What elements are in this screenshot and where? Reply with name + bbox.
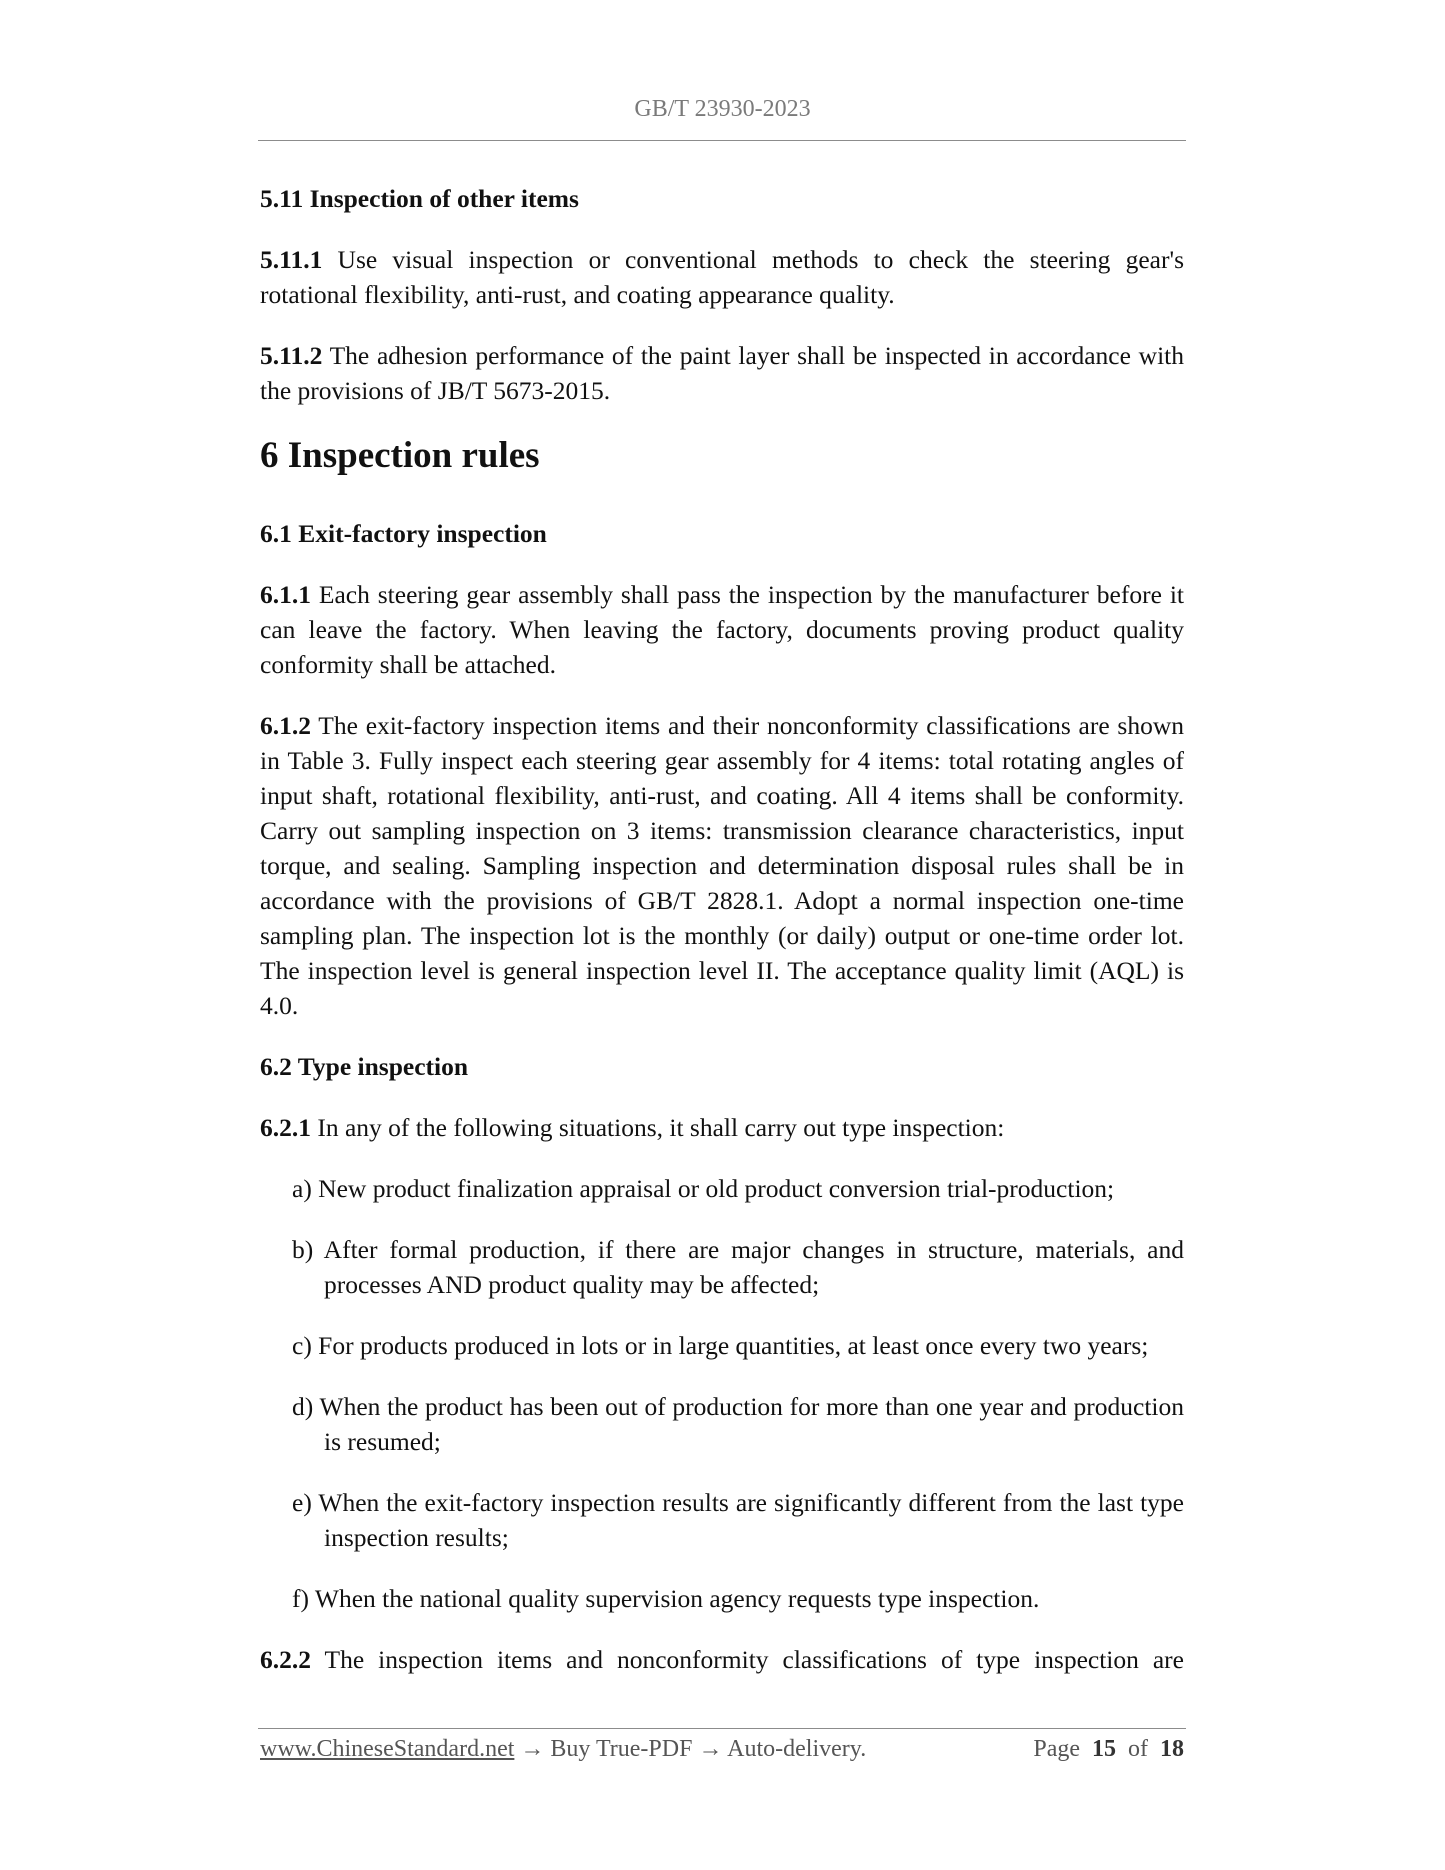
auto-delivery-text: Auto-delivery. bbox=[722, 1736, 867, 1762]
clause-number: 6.1.2 bbox=[260, 711, 311, 740]
section-6-2-heading: 6.2 Type inspection bbox=[260, 1052, 469, 1081]
page-footer bbox=[260, 1732, 1184, 1766]
clause-text: The adhesion performance of the paint layer shall be inspected in accordance with the provisions of JB/T 5673-2015. bbox=[260, 341, 1184, 405]
arrow-right-icon: → bbox=[520, 1736, 545, 1762]
clause-6-1-1 bbox=[260, 577, 1184, 682]
clause-6-2-1 bbox=[260, 1110, 1184, 1145]
total-pages: 18 bbox=[1160, 1736, 1184, 1762]
site-link[interactable]: www.ChineseStandard.net bbox=[260, 1736, 515, 1762]
arrow-right-icon: → bbox=[698, 1736, 723, 1762]
clause-text: Use visual inspection or conventional methods to check the steering gear's rotational flexibility, anti-rust, and coating appearance quality. bbox=[260, 245, 1184, 309]
page-body bbox=[260, 181, 1184, 1703]
list-item: b) After formal production, if there are major changes in structure, materials, and processes AND product quality may be affected; bbox=[292, 1235, 1184, 1299]
page-of-label: of bbox=[1128, 1736, 1148, 1762]
clause-text: The exit-factory inspection items and their nonconformity classifications are shown in Table 3. Fully inspect each steering gear assembly for 4 items: total rotating angles of input shaft, rotational flexibility, anti-rust, and coating. All 4 items shall be conformity. Carry out sampling inspection on 3 items: transmission clearance characteristics, input torque, and sealing. Sampling inspection and determination disposal rules shall be in accordance with the provisions of GB/T 2828.1. Adopt a normal inspection one-time sampling plan. The inspection lot is the monthly (or daily) output or one-time order lot. The inspection level is general inspection level II. The acceptance quality limit (AQL) is 4.0. bbox=[260, 711, 1184, 1020]
clause-text: The inspection items and nonconformity classifications of type inspection are bbox=[311, 1645, 1184, 1674]
footer-divider bbox=[258, 1728, 1186, 1729]
clause-6-2-2 bbox=[260, 1642, 1184, 1677]
clause-5-11-1 bbox=[260, 242, 1184, 312]
clause-6-1-2 bbox=[260, 708, 1184, 1023]
list-item: d) When the product has been out of production for more than one year and production is resumed; bbox=[292, 1392, 1184, 1456]
footer-promo bbox=[260, 1732, 866, 1766]
clause-number: 6.1.1 bbox=[260, 580, 311, 609]
list-item: f) When the national quality supervision agency requests type inspection. bbox=[292, 1584, 1040, 1613]
list-item: e) When the exit-factory inspection results are significantly different from the last type inspection results; bbox=[292, 1488, 1184, 1552]
buy-text: Buy True-PDF bbox=[544, 1736, 699, 1762]
clause-text: In any of the following situations, it shall carry out type inspection: bbox=[311, 1113, 1005, 1142]
section-5-11-heading: 5.11 Inspection of other items bbox=[260, 184, 579, 213]
clause-number: 6.2.2 bbox=[260, 1645, 311, 1674]
page-label: Page bbox=[1033, 1736, 1080, 1762]
current-page: 15 bbox=[1092, 1736, 1116, 1762]
clause-number: 6.2.1 bbox=[260, 1113, 311, 1142]
clause-5-11-2 bbox=[260, 338, 1184, 408]
chapter-6-heading: 6 Inspection rules bbox=[260, 435, 540, 476]
header-divider bbox=[258, 140, 1186, 141]
list-item: a) New product finalization appraisal or old product conversion trial-production; bbox=[292, 1174, 1115, 1203]
page-indicator bbox=[1033, 1732, 1184, 1766]
clause-number: 5.11.2 bbox=[260, 341, 323, 370]
list-item: c) For products produced in lots or in large quantities, at least once every two years; bbox=[292, 1331, 1149, 1360]
running-header: GB/T 23930-2023 bbox=[634, 96, 811, 122]
clause-number: 5.11.1 bbox=[260, 245, 323, 274]
section-6-1-heading: 6.1 Exit-factory inspection bbox=[260, 519, 547, 548]
clause-text: Each steering gear assembly shall pass the inspection by the manufacturer before it can leave the factory. When leaving the factory, documents proving product quality conformity shall be attached. bbox=[260, 580, 1184, 679]
